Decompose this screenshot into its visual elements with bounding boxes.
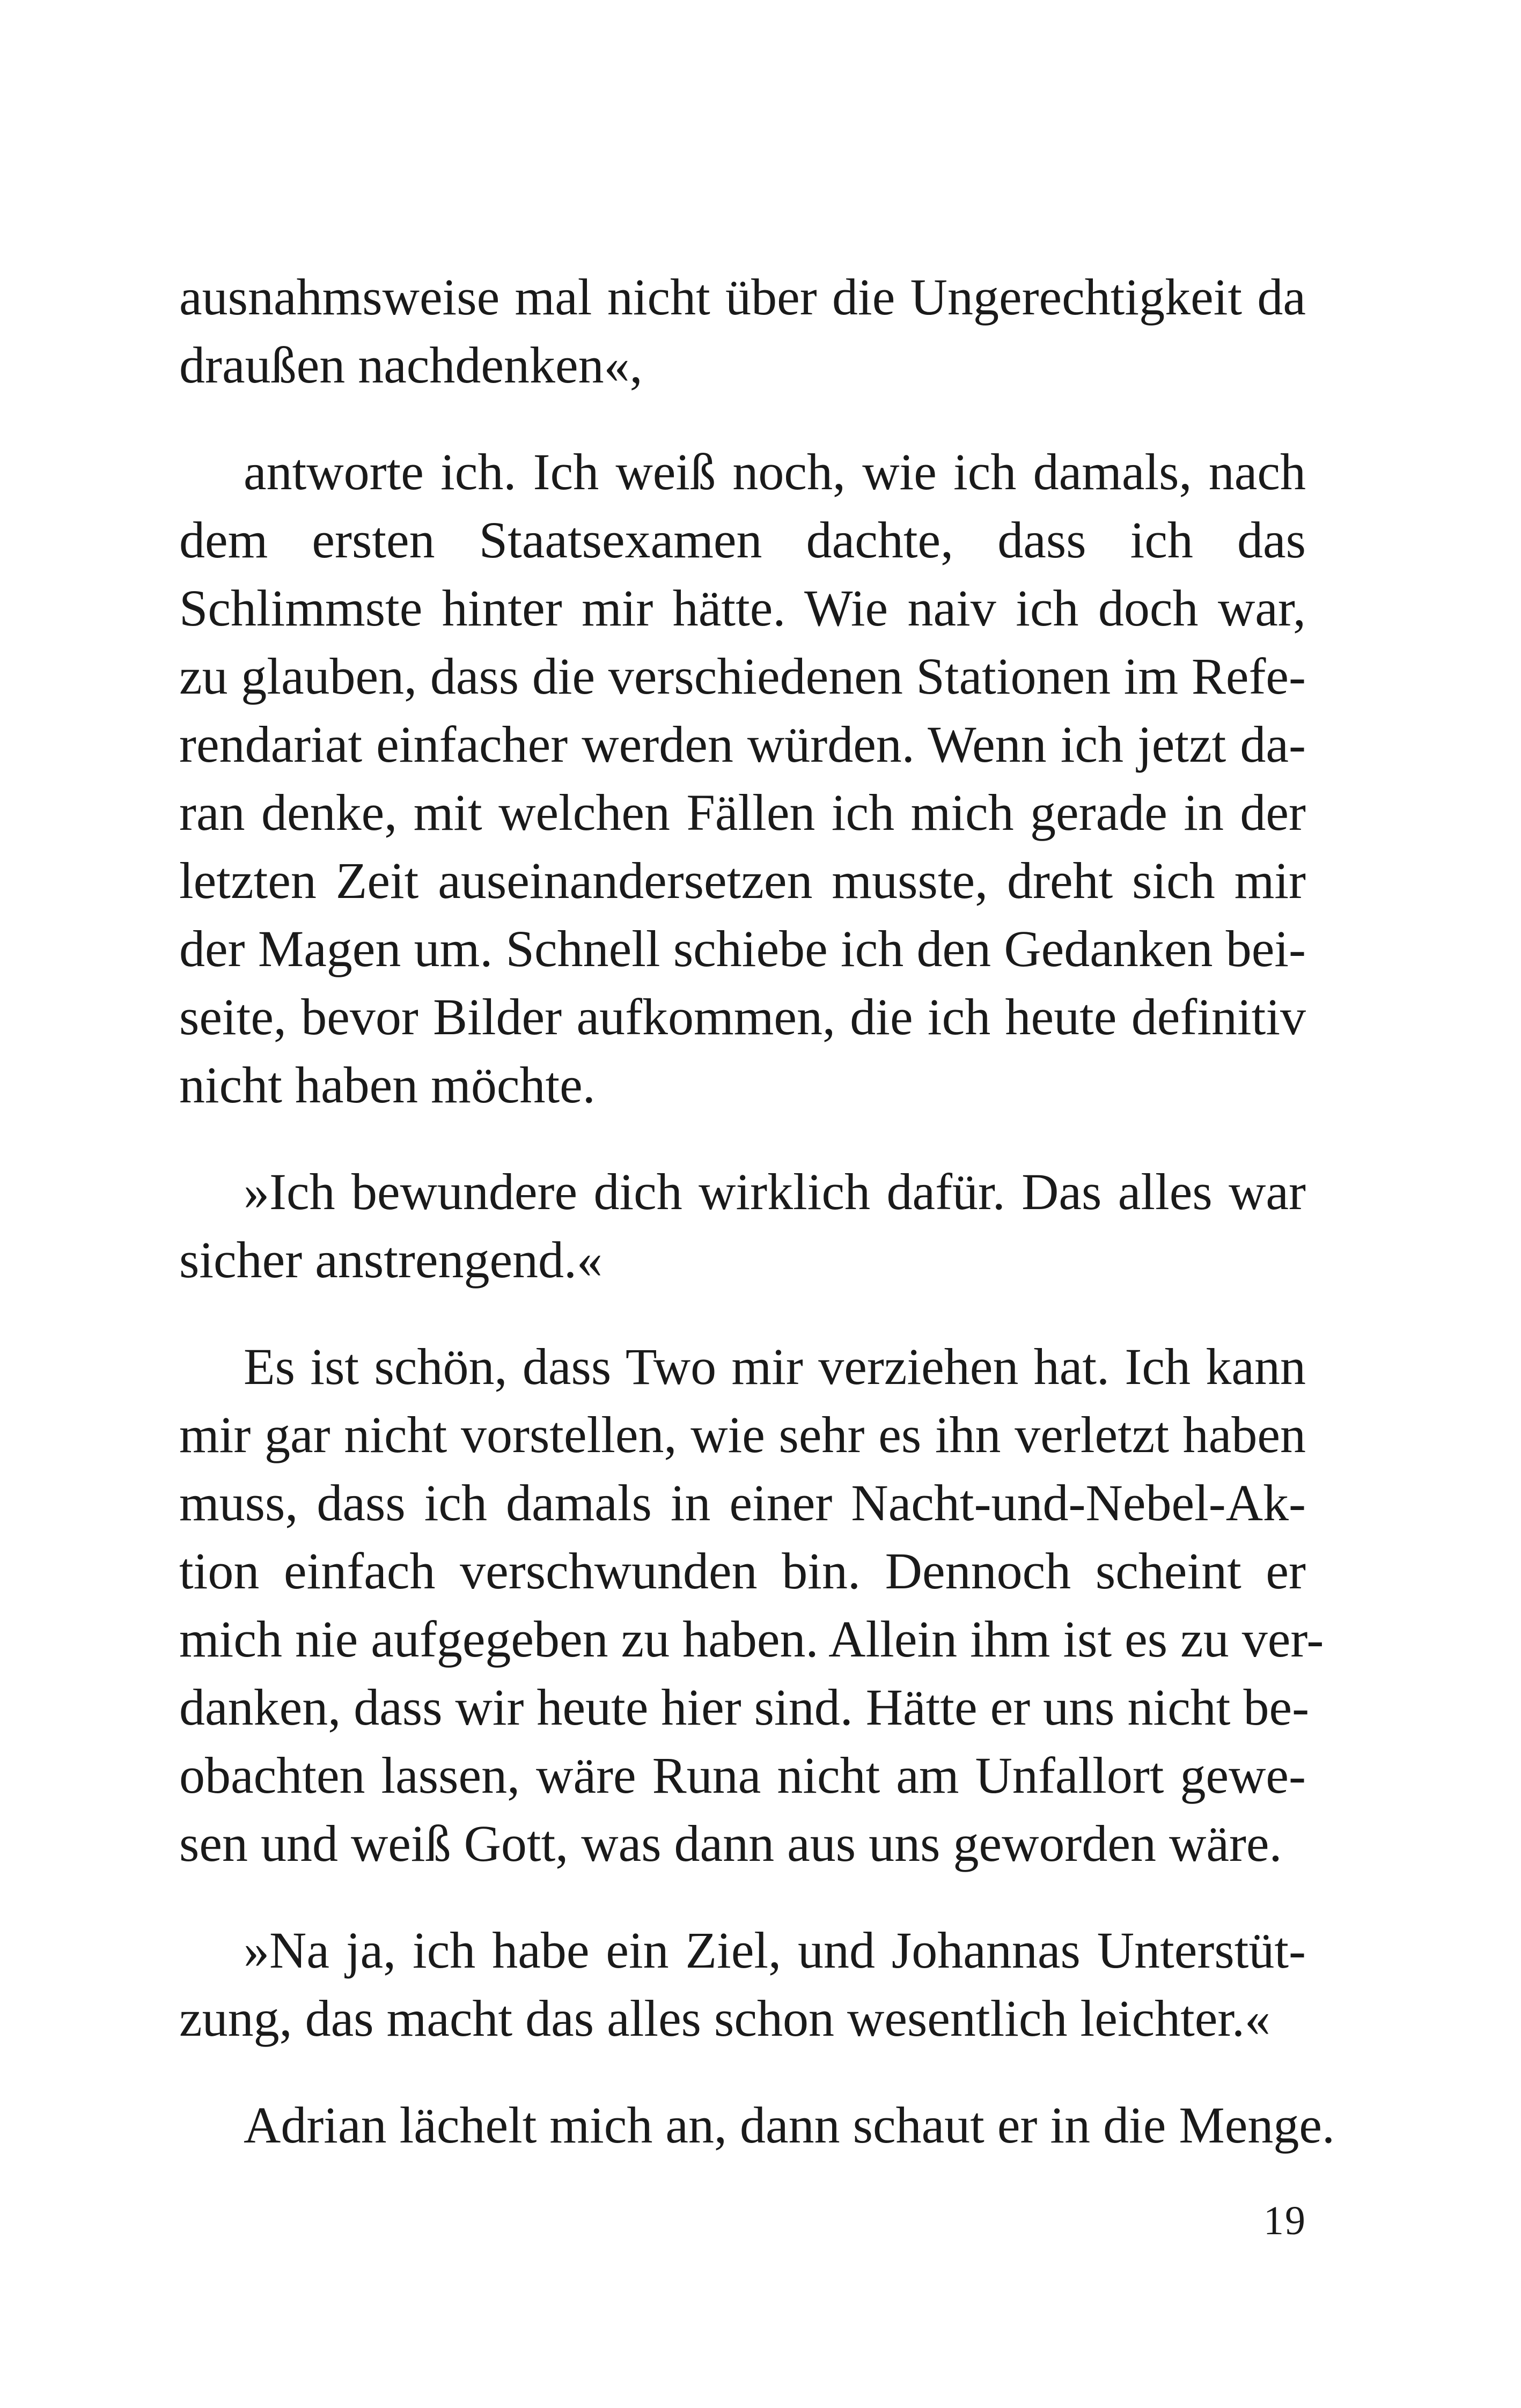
text-line: mich nie aufgegeben zu haben. Allein ihm ist es zu ver- [179,1610,1324,1668]
text-line: Adrian lächelt mich an, dann schaut er in die Menge. [244,2096,1335,2154]
paragraph [179,1332,1324,1877]
text-line: »Na ja, ich habe ein Ziel, und Johannas Unterstüt- [244,1921,1306,1979]
text-line: nicht haben möchte. [179,1056,596,1114]
text-line: danken, dass wir heute hier sind. Hätte er uns nicht be- [179,1678,1310,1736]
page-number: 19 [1263,2198,1306,2243]
text-line: draußen nachdenken«, [179,336,643,394]
text-line: mir gar nicht vorstellen, wie sehr es ihn verletzt haben [179,1406,1306,1463]
text-line: seite, bevor Bilder aufkommen, die ich heute definitiv [179,988,1306,1045]
text-line: antworte ich. Ich weiß noch, wie ich damals, nach [244,443,1306,500]
text-line: rendariat einfacher werden würden. Wenn ich jetzt da- [179,716,1306,773]
text-line: Es ist schön, dass Two mir verziehen hat. Ich kann [244,1338,1306,1395]
text-line: zu glauben, dass die verschiedenen Stationen im Refe- [179,647,1306,705]
paragraph [179,1158,1306,1294]
paragraph [179,263,1306,399]
text-line: sicher anstrengend.« [179,1231,603,1288]
text-line: tion einfach verschwunden bin. Dennoch scheint er [179,1542,1306,1600]
text-line: dem ersten Staatsexamen dachte, dass ich das [179,511,1306,569]
text-line: muss, dass ich damals in einer Nacht-und-Nebel-Ak- [179,1474,1306,1531]
text-line: ausnahmsweise mal nicht über die Ungerechtigkeit da [179,268,1306,326]
text-line: letzten Zeit auseinandersetzen musste, dreht sich mir [179,852,1306,909]
text-line: der Magen um. Schnell schiebe ich den Gedanken bei- [179,920,1306,977]
text-line: obachten lassen, wäre Runa nicht am Unfallort gewe- [179,1747,1306,1804]
text-line: »Ich bewundere dich wirklich dafür. Das alles war [244,1163,1306,1220]
text-line: Schlimmste hinter mir hätte. Wie naiv ich doch war, [179,579,1306,637]
paragraph [179,1916,1306,2052]
text-line: ran denke, mit welchen Fällen ich mich gerade in der [179,784,1306,841]
paragraph [179,2091,1335,2159]
body-text [179,263,1335,2159]
text-line: sen und weiß Gott, was dann aus uns geworden wäre. [179,1815,1282,1872]
text-line: zung, das macht das alles schon wesentlich leichter.« [179,1990,1271,2047]
paragraph [179,438,1306,1119]
